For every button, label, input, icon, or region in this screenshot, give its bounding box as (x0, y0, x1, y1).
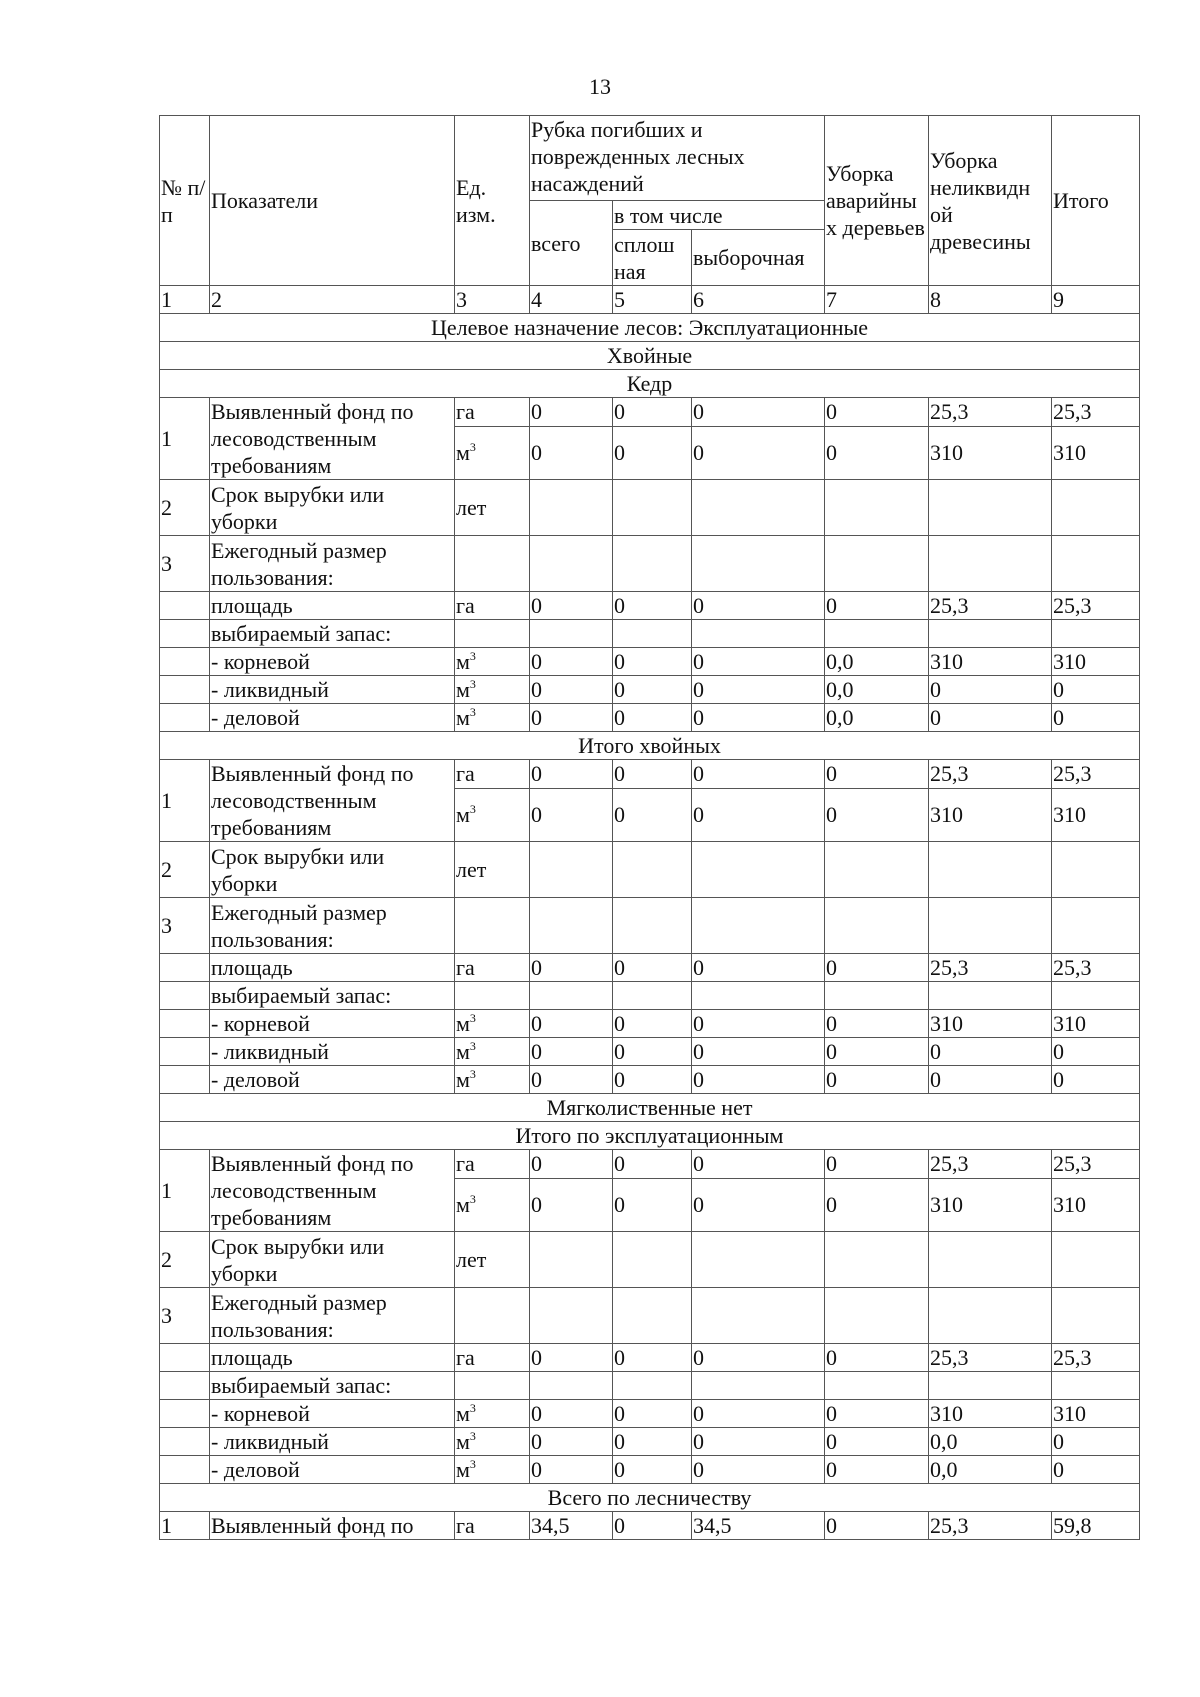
empty-cell (825, 898, 929, 954)
unit-label: м (456, 1429, 470, 1454)
liquid-value: 0 (1052, 1038, 1140, 1066)
empty-cell (929, 898, 1052, 954)
fund-ha-value: 0 (613, 760, 692, 789)
empty-cell (160, 1400, 210, 1428)
indicator-stock: выбираемый запас: (210, 1372, 455, 1400)
area-value: 0 (692, 592, 825, 620)
unit-cell (455, 1066, 530, 1094)
empty-cell (160, 592, 210, 620)
root-value: 0 (692, 648, 825, 676)
empty-cell (530, 1232, 613, 1288)
unit-cell: га (455, 1344, 530, 1372)
header-clear: сплош ная (613, 230, 692, 286)
fund-ha-value: 0 (692, 1150, 825, 1179)
fund-ha-value: 0 (613, 1150, 692, 1179)
empty-cell (692, 842, 825, 898)
liquid-value: 0,0 (825, 676, 929, 704)
area-value: 0 (825, 954, 929, 982)
unit-superscript: 3 (469, 1067, 476, 1081)
area-value: 0 (692, 954, 825, 982)
header-unit: Ед. изм. (455, 116, 530, 286)
row-number: 3 (160, 536, 210, 592)
empty-cell (825, 842, 929, 898)
empty-cell (929, 1372, 1052, 1400)
business-value: 0 (692, 1066, 825, 1094)
row-number: 2 (160, 1232, 210, 1288)
row-number: 1 (160, 398, 210, 480)
empty-cell (530, 536, 613, 592)
empty-cell (929, 842, 1052, 898)
fund-ha-value: 25,3 (929, 398, 1052, 427)
empty-cell (1052, 898, 1140, 954)
empty-cell (455, 1372, 530, 1400)
empty-cell (929, 1232, 1052, 1288)
root-value: 310 (929, 1400, 1052, 1428)
empty-cell (530, 620, 613, 648)
empty-cell (1052, 620, 1140, 648)
unit-cell (455, 426, 530, 479)
business-value: 0,0 (929, 1456, 1052, 1484)
area-value: 0 (530, 954, 613, 982)
indicator-stock: выбираемый запас: (210, 982, 455, 1010)
indicator-stock: выбираемый запас: (210, 620, 455, 648)
unit-cell (455, 676, 530, 704)
empty-cell (929, 536, 1052, 592)
row-number: 1 (160, 1150, 210, 1232)
liquid-value: 0 (692, 1038, 825, 1066)
root-value: 0 (825, 1010, 929, 1038)
empty-cell (929, 982, 1052, 1010)
area-value: 25,3 (1052, 1344, 1140, 1372)
unit-cell (455, 1178, 530, 1231)
fund-m3-value: 0 (825, 426, 929, 479)
fund-m3-value: 0 (613, 788, 692, 841)
empty-cell (530, 898, 613, 954)
section-heading: Итого хвойных (160, 732, 1140, 760)
empty-cell (160, 1344, 210, 1372)
fund-m3-value: 0 (613, 1178, 692, 1231)
unit-cell: га (455, 954, 530, 982)
row-number: 3 (160, 1288, 210, 1344)
liquid-value: 0 (929, 676, 1052, 704)
empty-cell (530, 842, 613, 898)
unit-superscript: 3 (469, 1429, 476, 1443)
fund-m3-value: 0 (692, 426, 825, 479)
fund-m3-value: 0 (530, 426, 613, 479)
final-value: 0 (825, 1512, 929, 1540)
business-value: 0 (613, 704, 692, 732)
empty-cell (929, 1288, 1052, 1344)
empty-cell (692, 898, 825, 954)
liquid-value: 0 (825, 1038, 929, 1066)
indicator-fund: Выявленный фонд по лесоводственным требованиям (210, 398, 455, 480)
unit-cell (455, 1456, 530, 1484)
fund-m3-value: 310 (1052, 426, 1140, 479)
empty-cell (455, 898, 530, 954)
liquid-value: 0 (692, 1428, 825, 1456)
empty-cell (1052, 1288, 1140, 1344)
root-value: 310 (929, 648, 1052, 676)
business-value: 0,0 (825, 704, 929, 732)
header-selective: выборочная (692, 230, 825, 286)
business-value: 0 (1052, 704, 1140, 732)
root-value: 0 (825, 1400, 929, 1428)
area-value: 0 (692, 1344, 825, 1372)
row-number: 2 (160, 842, 210, 898)
unit-cell (455, 648, 530, 676)
empty-cell (692, 536, 825, 592)
empty-cell (160, 648, 210, 676)
col-number: 7 (825, 286, 929, 314)
empty-cell (613, 480, 692, 536)
area-value: 0 (613, 954, 692, 982)
area-value: 25,3 (929, 954, 1052, 982)
header-felling-group: Рубка погибших и поврежденных лесных насаждений (530, 116, 825, 201)
empty-cell (160, 1066, 210, 1094)
fund-m3-value: 0 (692, 1178, 825, 1231)
business-value: 0 (530, 704, 613, 732)
root-value: 0 (692, 1400, 825, 1428)
fund-ha-value: 25,3 (1052, 760, 1140, 789)
fund-ha-value: 0 (825, 398, 929, 427)
liquid-value: 0 (530, 676, 613, 704)
area-value: 0 (613, 592, 692, 620)
liquid-value: 0 (530, 1428, 613, 1456)
unit-cell: га (455, 1150, 530, 1179)
indicator-area: площадь (210, 1344, 455, 1372)
liquid-value: 0 (613, 676, 692, 704)
empty-cell (825, 536, 929, 592)
unit-label: м (456, 1039, 470, 1064)
fund-m3-value: 310 (929, 788, 1052, 841)
indicator-root: - корневой (210, 648, 455, 676)
empty-cell (613, 1288, 692, 1344)
business-value: 0 (692, 1456, 825, 1484)
empty-cell (1052, 1232, 1140, 1288)
empty-cell (160, 982, 210, 1010)
root-value: 310 (1052, 1400, 1140, 1428)
business-value: 0 (929, 1066, 1052, 1094)
indicator-term: Срок вырубки или уборки (210, 480, 455, 536)
row-number: 1 (160, 760, 210, 842)
unit-superscript: 3 (469, 1401, 476, 1415)
root-value: 0 (613, 1010, 692, 1038)
empty-cell (613, 842, 692, 898)
indicator-business: - деловой (210, 1456, 455, 1484)
fund-m3-value: 0 (530, 788, 613, 841)
col-number: 1 (160, 286, 210, 314)
fund-ha-value: 0 (530, 760, 613, 789)
unit-cell: га (455, 398, 530, 427)
root-value: 0 (530, 648, 613, 676)
empty-cell (692, 1232, 825, 1288)
header-illiquid: Уборка неликвидн ой древесины (929, 116, 1052, 286)
liquid-value: 0 (1052, 1428, 1140, 1456)
unit-label: м (456, 440, 470, 466)
col-number: 5 (613, 286, 692, 314)
page-number: 13 (589, 74, 611, 99)
root-value: 0 (530, 1010, 613, 1038)
indicator-annual: Ежегодный размер пользования: (210, 898, 455, 954)
row-number: 1 (160, 1512, 210, 1540)
empty-cell (692, 1288, 825, 1344)
indicator-annual: Ежегодный размер пользования: (210, 1288, 455, 1344)
empty-cell (825, 480, 929, 536)
unit-label: м (456, 1401, 470, 1426)
empty-cell (692, 620, 825, 648)
fund-m3-value: 310 (1052, 1178, 1140, 1231)
header-including: в том числе (613, 201, 825, 230)
root-value: 0 (613, 1400, 692, 1428)
business-value: 0 (613, 1066, 692, 1094)
unit-cell (455, 704, 530, 732)
fund-ha-value: 0 (692, 760, 825, 789)
unit-cell: га (455, 760, 530, 789)
fund-ha-value: 25,3 (929, 1150, 1052, 1179)
unit-superscript: 3 (469, 440, 476, 455)
empty-cell (530, 1288, 613, 1344)
fund-ha-value: 0 (530, 1150, 613, 1179)
fund-m3-value: 0 (692, 788, 825, 841)
empty-cell (929, 480, 1052, 536)
fund-m3-value: 310 (929, 426, 1052, 479)
unit-superscript: 3 (469, 802, 476, 817)
header-emergency: Уборка аварийны х деревьев (825, 116, 929, 286)
row-number: 3 (160, 898, 210, 954)
empty-cell (160, 676, 210, 704)
section-heading: Всего по лесничеству (160, 1484, 1140, 1512)
col-number: 4 (530, 286, 613, 314)
area-value: 0 (530, 592, 613, 620)
business-value: 0 (530, 1456, 613, 1484)
indicator-liquid: - ликвидный (210, 676, 455, 704)
liquid-value: 0 (692, 676, 825, 704)
indicator-liquid: - ликвидный (210, 1038, 455, 1066)
root-value: 310 (1052, 648, 1140, 676)
section-heading: Целевое назначение лесов: Эксплуатационные (160, 314, 1140, 342)
empty-cell (530, 1372, 613, 1400)
empty-cell (613, 1232, 692, 1288)
unit-label: м (456, 802, 470, 828)
final-value: 59,8 (1052, 1512, 1140, 1540)
indicator-area: площадь (210, 954, 455, 982)
area-value: 0 (530, 1344, 613, 1372)
empty-cell (160, 704, 210, 732)
unit-cell (455, 1010, 530, 1038)
unit-superscript: 3 (469, 705, 476, 719)
fund-m3-value: 0 (825, 1178, 929, 1231)
empty-cell (160, 1372, 210, 1400)
liquid-value: 0 (929, 1038, 1052, 1066)
unit-cell (455, 788, 530, 841)
empty-cell (530, 982, 613, 1010)
liquid-value: 0 (613, 1428, 692, 1456)
header-total-all: всего (530, 201, 613, 286)
unit-superscript: 3 (469, 1192, 476, 1207)
indicator-liquid: - ликвидный (210, 1428, 455, 1456)
empty-cell (825, 1288, 929, 1344)
root-value: 310 (929, 1010, 1052, 1038)
empty-cell (613, 1372, 692, 1400)
empty-cell (613, 898, 692, 954)
indicator-term: Срок вырубки или уборки (210, 1232, 455, 1288)
empty-cell (825, 1372, 929, 1400)
col-number: 9 (1052, 286, 1140, 314)
empty-cell (929, 620, 1052, 648)
fund-ha-value: 0 (530, 398, 613, 427)
row-number: 2 (160, 480, 210, 536)
empty-cell (160, 1428, 210, 1456)
unit-superscript: 3 (469, 1457, 476, 1471)
fund-ha-value: 0 (613, 398, 692, 427)
unit-cell (455, 1038, 530, 1066)
col-number: 8 (929, 286, 1052, 314)
section-heading: Итого по эксплуатационным (160, 1122, 1140, 1150)
root-value: 0,0 (825, 648, 929, 676)
unit-superscript: 3 (469, 649, 476, 663)
empty-cell (825, 1232, 929, 1288)
empty-cell (1052, 1372, 1140, 1400)
final-value: 0 (613, 1512, 692, 1540)
empty-cell (613, 620, 692, 648)
fund-m3-value: 0 (530, 1178, 613, 1231)
forest-use-table (159, 115, 1140, 1540)
empty-cell (1052, 480, 1140, 536)
business-value: 0 (825, 1066, 929, 1094)
unit-cell: лет (455, 1232, 530, 1288)
fund-ha-value: 25,3 (929, 760, 1052, 789)
unit-cell: лет (455, 842, 530, 898)
section-heading: Хвойные (160, 342, 1140, 370)
unit-superscript: 3 (469, 677, 476, 691)
indicator-annual: Ежегодный размер пользования: (210, 536, 455, 592)
liquid-value: 0 (530, 1038, 613, 1066)
unit-cell (455, 1400, 530, 1428)
empty-cell (530, 480, 613, 536)
indicator-fund: Выявленный фонд по (210, 1512, 455, 1540)
empty-cell (692, 1372, 825, 1400)
empty-cell (160, 1038, 210, 1066)
liquid-value: 0 (825, 1428, 929, 1456)
fund-ha-value: 0 (825, 760, 929, 789)
business-value: 0 (530, 1066, 613, 1094)
root-value: 0 (530, 1400, 613, 1428)
unit-superscript: 3 (469, 1039, 476, 1053)
header-itogo: Итого (1052, 116, 1140, 286)
empty-cell (455, 536, 530, 592)
empty-cell (455, 620, 530, 648)
indicator-fund: Выявленный фонд по лесоводственным требованиям (210, 760, 455, 842)
area-value: 25,3 (929, 592, 1052, 620)
unit-cell: га (455, 1512, 530, 1540)
business-value: 0 (1052, 1456, 1140, 1484)
fund-m3-value: 0 (613, 426, 692, 479)
header-indicators: Показатели (210, 116, 455, 286)
indicator-term: Срок вырубки или уборки (210, 842, 455, 898)
indicator-area: площадь (210, 592, 455, 620)
final-value: 34,5 (692, 1512, 825, 1540)
indicator-business: - деловой (210, 704, 455, 732)
empty-cell (160, 620, 210, 648)
root-value: 310 (1052, 1010, 1140, 1038)
area-value: 0 (825, 592, 929, 620)
fund-m3-value: 310 (929, 1178, 1052, 1231)
empty-cell (455, 982, 530, 1010)
col-number: 2 (210, 286, 455, 314)
final-value: 25,3 (929, 1512, 1052, 1540)
fund-ha-value: 25,3 (1052, 398, 1140, 427)
business-value: 0 (825, 1456, 929, 1484)
empty-cell (692, 982, 825, 1010)
empty-cell (825, 620, 929, 648)
empty-cell (160, 954, 210, 982)
unit-label: м (456, 1457, 470, 1482)
empty-cell (613, 536, 692, 592)
business-value: 0 (692, 704, 825, 732)
area-value: 25,3 (1052, 592, 1140, 620)
area-value: 0 (825, 1344, 929, 1372)
unit-label: м (456, 1067, 470, 1092)
unit-label: м (456, 705, 470, 730)
fund-ha-value: 0 (825, 1150, 929, 1179)
unit-superscript: 3 (469, 1011, 476, 1025)
empty-cell (160, 1010, 210, 1038)
root-value: 0 (613, 648, 692, 676)
col-number: 6 (692, 286, 825, 314)
unit-label: м (456, 1011, 470, 1036)
empty-cell (613, 982, 692, 1010)
business-value: 0 (929, 704, 1052, 732)
business-value: 0 (613, 1456, 692, 1484)
unit-cell: га (455, 592, 530, 620)
unit-label: м (456, 677, 470, 702)
empty-cell (1052, 842, 1140, 898)
section-heading: Мягколиственные нет (160, 1094, 1140, 1122)
empty-cell (1052, 536, 1140, 592)
liquid-value: 0 (1052, 676, 1140, 704)
area-value: 25,3 (929, 1344, 1052, 1372)
final-value: 34,5 (530, 1512, 613, 1540)
empty-cell (455, 1288, 530, 1344)
indicator-business: - деловой (210, 1066, 455, 1094)
fund-m3-value: 0 (825, 788, 929, 841)
area-value: 25,3 (1052, 954, 1140, 982)
indicator-root: - корневой (210, 1400, 455, 1428)
fund-ha-value: 25,3 (1052, 1150, 1140, 1179)
indicator-fund: Выявленный фонд по лесоводственным требованиям (210, 1150, 455, 1232)
empty-cell (692, 480, 825, 536)
area-value: 0 (613, 1344, 692, 1372)
root-value: 0 (692, 1010, 825, 1038)
liquid-value: 0,0 (929, 1428, 1052, 1456)
unit-cell (455, 1428, 530, 1456)
unit-label: м (456, 649, 470, 674)
empty-cell (160, 1456, 210, 1484)
unit-cell: лет (455, 480, 530, 536)
liquid-value: 0 (613, 1038, 692, 1066)
fund-m3-value: 310 (1052, 788, 1140, 841)
section-heading: Кедр (160, 370, 1140, 398)
unit-label: м (456, 1192, 470, 1218)
header-num: № п/п (160, 116, 210, 286)
business-value: 0 (1052, 1066, 1140, 1094)
indicator-root: - корневой (210, 1010, 455, 1038)
col-number: 3 (455, 286, 530, 314)
empty-cell (1052, 982, 1140, 1010)
fund-ha-value: 0 (692, 398, 825, 427)
empty-cell (825, 982, 929, 1010)
